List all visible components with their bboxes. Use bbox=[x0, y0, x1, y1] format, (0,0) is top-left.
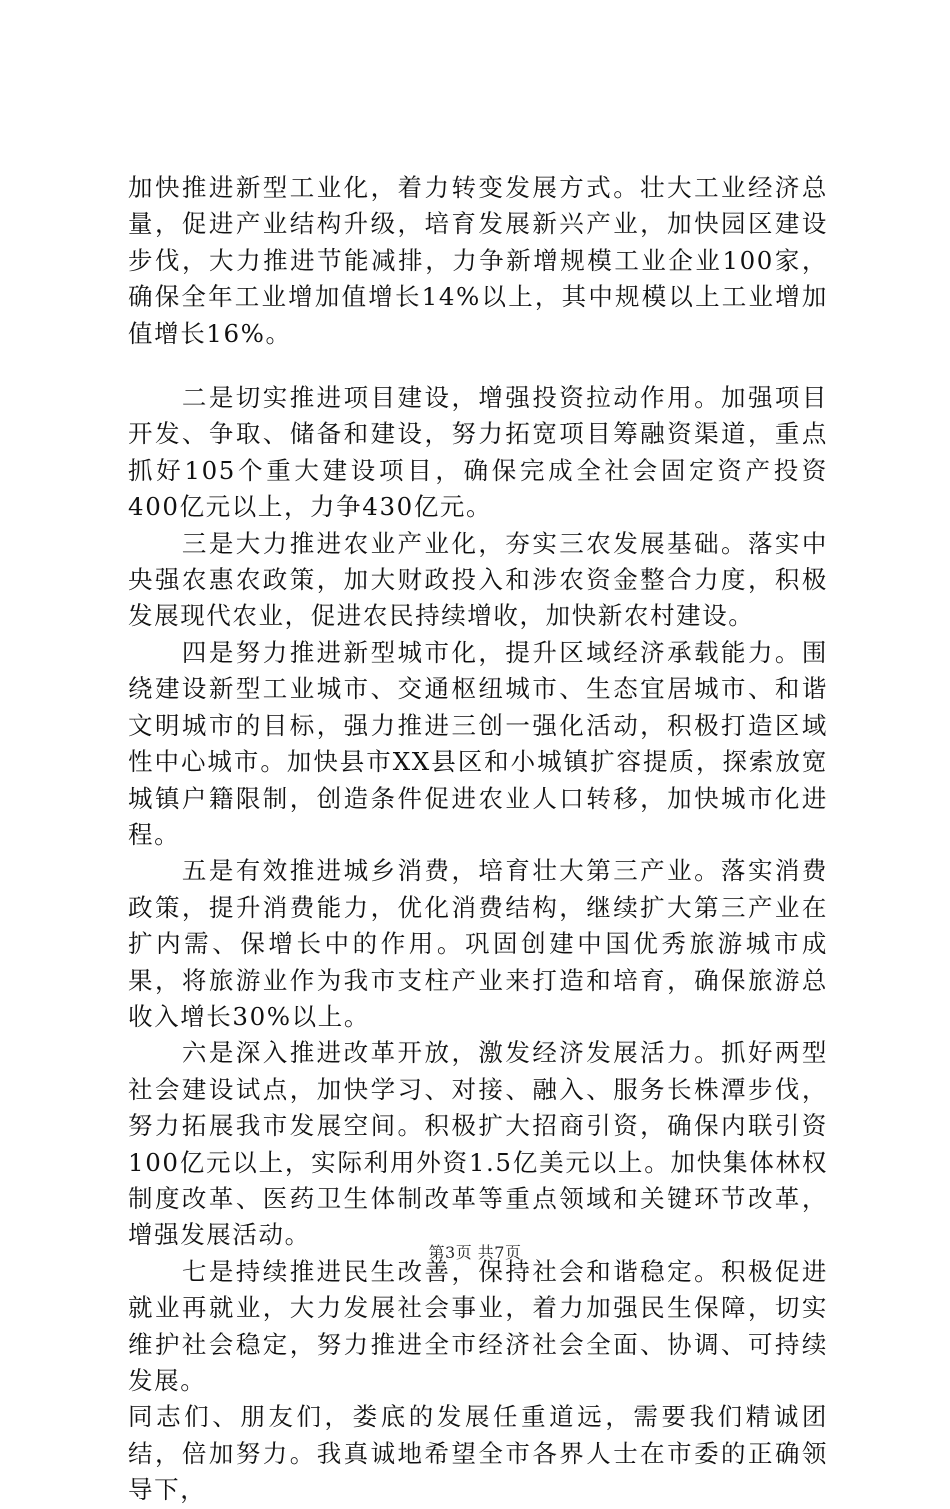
paragraph-urbanization: 四是努力推进新型城市化，提升区域经济承载能力。围绕建设新型工业城市、交通枢纽城市、生态宜居城市、和谐文明城市的目标，强力推进三创一强化活动，积极打造区域性中心城市。加快县市XX县区和小城镇扩容提质，探索放宽城镇户籍限制，创造条件促进农业人口转移，加快城市化进程。 bbox=[128, 637, 828, 849]
paragraph-project-construction: 二是切实推进项目建设，增强投资拉动作用。加强项目开发、争取、储备和建设，努力拓宽项目筹融资渠道，重点抓好105个重大建设项目，确保完成全社会固定资产投资400亿元以上，力争430亿元。 bbox=[128, 383, 828, 522]
paragraph-livelihood: 七是持续推进民生改善，保持社会和谐稳定。积极促进就业再就业，大力发展社会事业，着力加强民生保障，切实维护社会稳定，努力推进全市经济社会全面、协调、可持续发展。 bbox=[128, 1256, 828, 1395]
paragraph-consumption: 五是有效推进城乡消费，培育壮大第三产业。落实消费政策，提升消费能力，优化消费结构，继续扩大第三产业在扩内需、保增长中的作用。巩固创建中国优秀旅游城市成果，将旅游业作为我市支柱产业来打造和培育，确保旅游总收入增长30%以上。 bbox=[128, 856, 828, 1031]
paragraph-closing: 同志们、朋友们，娄底的发展任重道远，需要我们精诚团结，倍加努力。我真诚地希望全市各界人士在市委的正确领导下， bbox=[128, 1402, 828, 1505]
paragraph-gap bbox=[128, 352, 828, 380]
paragraph-industrialization: 加快推进新型工业化，着力转变发展方式。壮大工业经济总量，促进产业结构升级，培育发展新兴产业，加快园区建设步伐，大力推进节能减排，力争新增规模工业企业100家，确保全年工业增加值增长14%以上，其中规模以上工业增加值增长16%。 bbox=[128, 173, 828, 348]
paragraph-agriculture: 三是大力推进农业产业化，夯实三农发展基础。落实中央强农惠农政策，加大财政投入和涉农资金整合力度，积极发展现代农业，促进农民持续增收，加快新农村建设。 bbox=[128, 528, 828, 631]
page-number-footer: 第3页 共7页 bbox=[428, 1243, 522, 1262]
paragraph-reform-opening: 六是深入推进改革开放，激发经济发展活力。抓好两型社会建设试点，加快学习、对接、融入、服务长株潭步伐，努力拓展我市发展空间。积极扩大招商引资，确保内联引资100亿元以上，实际利用外资1.5亿美元以上。加快集体林权制度改革、医药卫生体制改革等重点领域和关键环节改革，增强发展活动。 bbox=[128, 1038, 828, 1250]
document-body bbox=[128, 170, 828, 1509]
